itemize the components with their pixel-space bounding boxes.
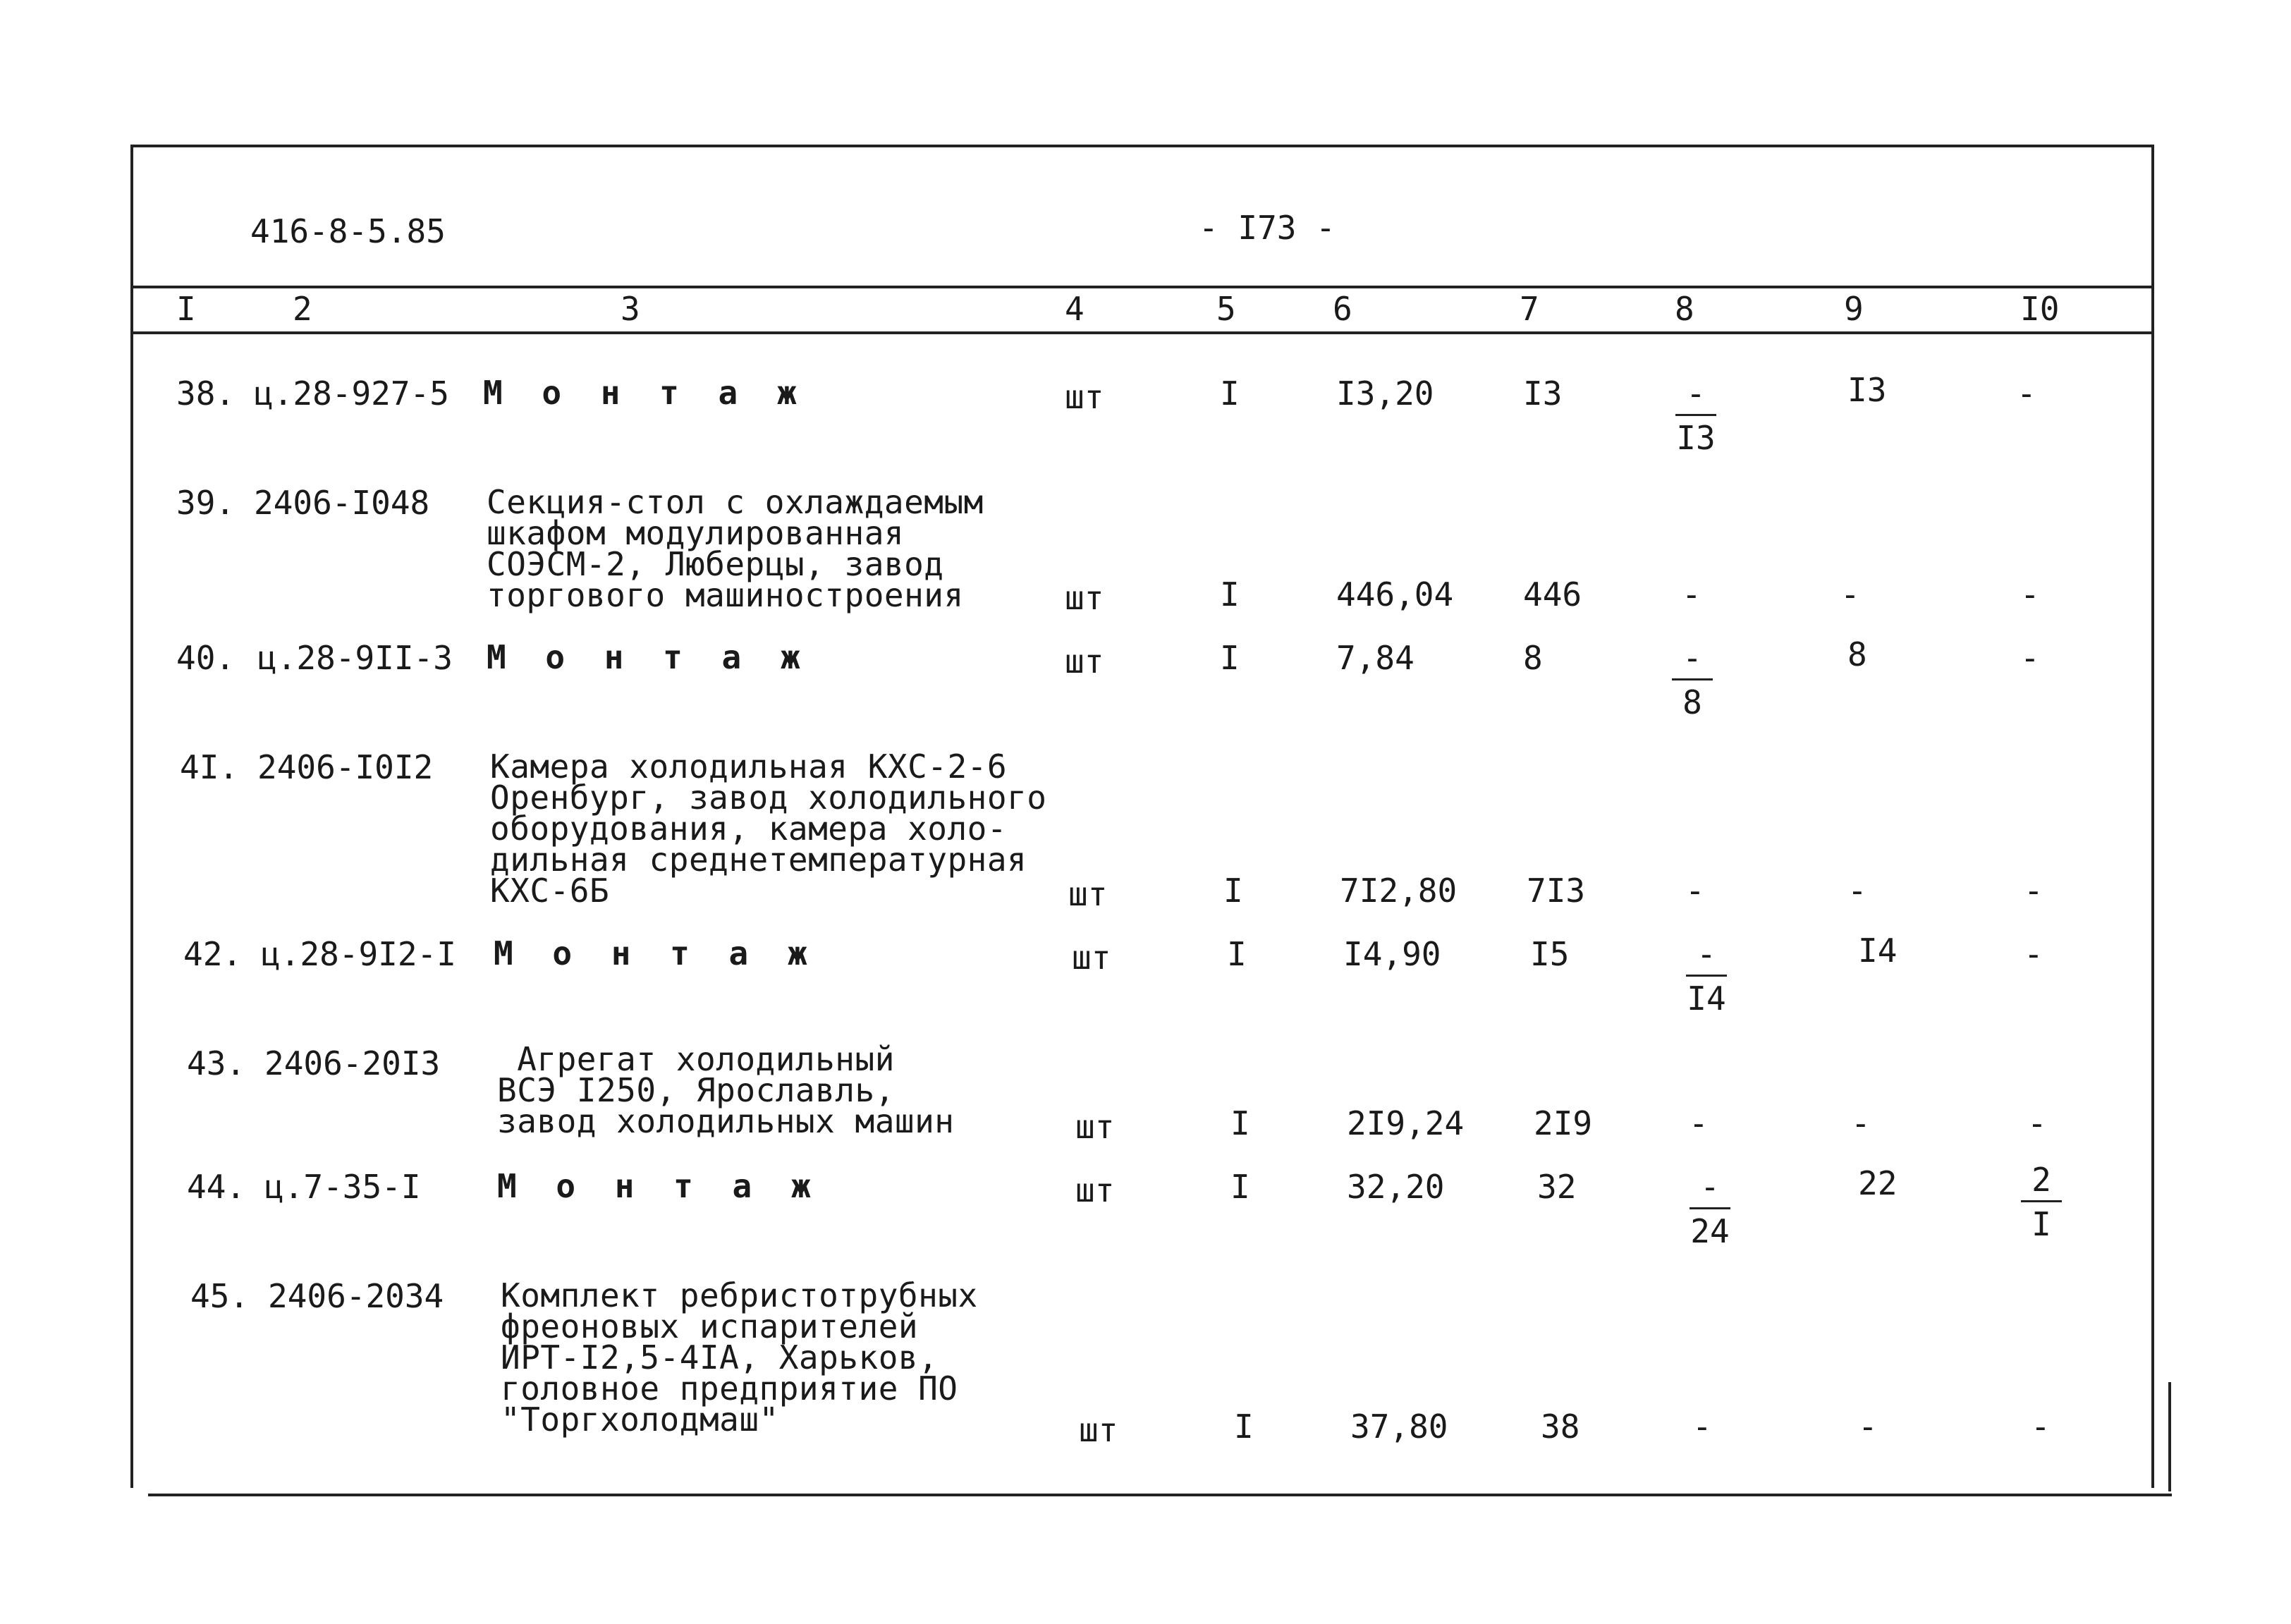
item-description: Комплект ребристотрубных фреоновых испарителей ИРТ-I2,5-4IА, Харьков, головное предприятие ПО "Торгхолодмаш" xyxy=(501,1276,978,1439)
col9-value: - xyxy=(1847,872,1867,910)
total: 38 xyxy=(1541,1408,1580,1446)
item-description: М о н т а ж xyxy=(494,934,817,972)
price-code: 2406-I048 xyxy=(254,484,430,522)
fraction-bar xyxy=(1675,414,1716,416)
price-code: ц.7-35-I xyxy=(264,1168,421,1206)
unit-price: 7,84 xyxy=(1336,639,1415,677)
price-code: ц.28-9I2-I xyxy=(261,935,456,973)
row-number: 43. xyxy=(187,1044,246,1082)
header-bottom-rule xyxy=(130,331,2154,334)
frame-right-extension xyxy=(2168,1382,2171,1491)
row-number: 39. xyxy=(176,484,236,522)
item-description: М о н т а ж xyxy=(483,374,807,412)
price-code: ц.28-9II-3 xyxy=(257,639,453,677)
column-header: 3 xyxy=(621,290,640,328)
fraction-top: - xyxy=(1686,374,1706,413)
col10-value: - xyxy=(2020,575,2040,613)
quantity: I xyxy=(1220,575,1240,613)
total: 8 xyxy=(1523,639,1543,677)
col10-value: - xyxy=(2020,639,2040,677)
column-header: I0 xyxy=(2020,290,2060,328)
fraction-top: 2 xyxy=(2032,1161,2051,1199)
col9-value: - xyxy=(1858,1408,1878,1446)
row-number: 42. xyxy=(183,935,243,973)
fraction-top: - xyxy=(1682,639,1702,677)
col9-value: I4 xyxy=(1858,932,1898,970)
unit-price: 2I9,24 xyxy=(1347,1104,1465,1142)
unit: шт xyxy=(1065,642,1104,680)
fraction-top: - xyxy=(1700,1168,1720,1206)
unit: шт xyxy=(1065,579,1104,617)
column-header: 7 xyxy=(1520,290,1539,328)
row-number: 44. xyxy=(187,1168,246,1206)
fraction-bar xyxy=(1686,975,1727,977)
quantity: I xyxy=(1220,639,1240,677)
total: I3 xyxy=(1523,374,1563,413)
quantity: I xyxy=(1230,1168,1250,1206)
total: 446 xyxy=(1523,575,1582,613)
fraction-bar xyxy=(1672,678,1713,680)
col9-value: 8 xyxy=(1847,635,1867,673)
total: 32 xyxy=(1537,1168,1577,1206)
document-code: 416-8-5.85 xyxy=(250,212,446,250)
price-code: 2406-20I3 xyxy=(264,1044,441,1082)
col10-value: - xyxy=(2024,872,2043,910)
unit-price: 7I2,80 xyxy=(1340,872,1458,910)
price-code: 2406-2034 xyxy=(268,1277,444,1315)
price-code: 2406-I0I2 xyxy=(257,748,434,786)
col10-fraction xyxy=(2020,1161,2063,1243)
unit: шт xyxy=(1079,1411,1118,1449)
unit-price: I4,90 xyxy=(1343,935,1441,973)
total: 7I3 xyxy=(1527,872,1586,910)
column-header: 9 xyxy=(1844,290,1864,328)
column-header: 4 xyxy=(1065,290,1085,328)
fraction-bottom: I3 xyxy=(1676,419,1716,457)
row-number: 40. xyxy=(176,639,236,677)
col8-value: - xyxy=(1692,1408,1712,1446)
total: I5 xyxy=(1530,935,1570,973)
col9-value: I3 xyxy=(1847,371,1887,409)
total: 2I9 xyxy=(1534,1104,1593,1142)
price-code: ц.28-927-5 xyxy=(254,374,449,413)
col8-fraction xyxy=(1685,1168,1735,1250)
col8-value: - xyxy=(1685,872,1705,910)
unit: шт xyxy=(1068,875,1108,913)
row-number: 4I. xyxy=(180,748,239,786)
column-header: 6 xyxy=(1333,290,1352,328)
quantity: I xyxy=(1220,374,1240,413)
col9-value: - xyxy=(1851,1104,1871,1142)
frame-bottom-line xyxy=(148,1494,2172,1496)
col10-value: - xyxy=(2024,935,2043,973)
col9-value: - xyxy=(1840,575,1860,613)
col8-value: - xyxy=(1682,575,1702,613)
col8-fraction xyxy=(1671,639,1713,721)
column-header: 8 xyxy=(1675,290,1694,328)
quantity: I xyxy=(1227,935,1247,973)
item-description: М о н т а ж xyxy=(487,638,810,676)
column-header: I xyxy=(176,290,196,328)
quantity: I xyxy=(1223,872,1243,910)
fraction-bottom: 24 xyxy=(1690,1212,1730,1250)
unit-price: 37,80 xyxy=(1350,1408,1448,1446)
column-header: 2 xyxy=(293,290,312,328)
col10-value: - xyxy=(2017,374,2036,413)
quantity: I xyxy=(1230,1104,1250,1142)
col8-fraction xyxy=(1682,935,1731,1018)
item-description: Секция-стол с охлаждаемым шкафом модулированная СОЭСМ-2, Люберцы, завод торгового машиностроения xyxy=(487,483,984,614)
unit: шт xyxy=(1072,939,1111,977)
item-description: Агрегат холодильный ВСЭ I250, Ярославль, завод холодильных машин xyxy=(497,1040,955,1140)
unit-price: I3,20 xyxy=(1336,374,1434,413)
col9-value: 22 xyxy=(1858,1164,1898,1202)
row-number: 38. xyxy=(176,374,236,413)
unit-price: 446,04 xyxy=(1336,575,1454,613)
col10-value: - xyxy=(2027,1104,2047,1142)
header-top-rule xyxy=(130,286,2154,288)
page-number: - I73 - xyxy=(1199,209,1336,247)
fraction-bar xyxy=(2021,1200,2062,1202)
col10-value: - xyxy=(2031,1408,2051,1446)
item-description: М о н т а ж xyxy=(497,1167,821,1205)
unit: шт xyxy=(1065,378,1104,416)
unit-price: 32,20 xyxy=(1347,1168,1445,1206)
col8-fraction xyxy=(1671,374,1721,457)
item-description: Камера холодильная КХС-2-6 Оренбург, завод холодильного оборудования, камера холо- дильная среднетемпературная КХС-6Б xyxy=(490,747,1047,910)
col8-value: - xyxy=(1689,1104,1709,1142)
fraction-top: - xyxy=(1697,935,1716,973)
fraction-bottom: 8 xyxy=(1682,683,1702,721)
row-number: 45. xyxy=(190,1277,250,1315)
unit: шт xyxy=(1075,1108,1115,1146)
quantity: I xyxy=(1234,1408,1254,1446)
fraction-bottom: I xyxy=(2032,1205,2051,1243)
column-header: 5 xyxy=(1216,290,1236,328)
unit: шт xyxy=(1075,1171,1115,1209)
fraction-bottom: I4 xyxy=(1687,979,1726,1018)
fraction-bar xyxy=(1690,1207,1730,1209)
